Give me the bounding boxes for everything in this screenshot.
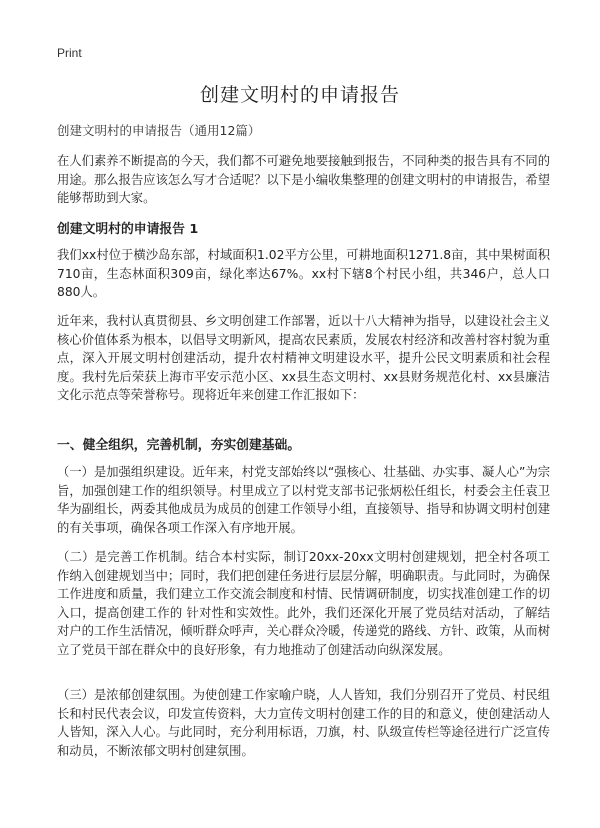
document-subtitle: 创建文明村的申请报告（通用12篇）	[57, 123, 261, 138]
paragraph-village-overview: 我们xx村位于横沙岛东部，村域面积1.02平方公里，可耕地面积1271.8亩，其中果树面积710亩，生态林面积309亩，绿化率达67%。xx村下辖8个村民小组，共346户，总人口880人。	[57, 248, 550, 300]
print-label: Print	[57, 46, 82, 60]
section-heading: 创建文明村的申请报告 1	[57, 222, 199, 237]
paragraph-organization: （一）是加强组织建设。近年来，村党支部始终以“强核心、壮基础、办实事、凝人心”为宗旨，加强创建工作的组织领导。村里成立了以村党支部书记张炳松任组长，村委会主任袁卫华为副组长，两委其他成员为成员的创建工作领导小组，直接领导、指导和协调文明村创建的有关事项，确保各项工作深入有序地开展。	[57, 465, 550, 535]
intro-paragraph: 在人们素养不断提高的今天，我们都不可避免地要接触到报告，不同种类的报告具有不同的用途。那么报告应该怎么写才合适呢？以下是小编收集整理的创建文明村的申请报告，希望能够帮助到大家。	[57, 154, 550, 206]
page-title: 创建文明村的申请报告	[199, 84, 400, 106]
paragraph-achievements: 近年来，我村认真贯彻县、乡文明创建工作部署，近以十八大精神为指导，以建设社会主义核心价值体系为根本，以倡导文明新风，提高农民素质，发展农村经济和改善村容村貌为重点，深入开展文明村创建活动，提升农村精神文明建设水平，提升公民文明素质和社会程度。我村先后荣获上海市平安示范小区、xx县生态文明村、xx县财务规范化村、xx县廉洁文化示范点等荣誉称号。现将近年来创建工作汇报如下：	[57, 314, 550, 403]
paragraph-mechanism: （二）是完善工作机制。结合本村实际，制订20xx-20xx文明村创建规划，把全村各项工作纳入创建规划当中；同时，我们把创建任务进行层层分解，明确职责。与此同时，为确保工作进度和质量，我们建立工作交流会制度和村情、民情调研制度，切实找准创建工作的切入口，提高创建工作的 针对性和实效性。此外，我们还深化开展了党员结对活动，了解结对户的工作生活情况，倾听群众呼声，关心群众冷暖，传递党的路线、方针、政策，从而树立了党员干部在群众中的良好形象，有力地推动了创建活动向纵深发展。	[57, 550, 550, 657]
paragraph-atmosphere: （三）是浓郁创建氛围。为使创建工作家喻户晓，人人皆知，我们分别召开了党员、村民组长和村民代表会议，印发宣传资料，大力宣传文明村创建工作的目的和意义，使创建活动人人皆知，深入人心。与此同时，充分利用标语，刀旗，村、队级宣传栏等途径进行广泛宣传和动员，不断浓郁文明村创建氛围。	[57, 688, 550, 758]
subsection-heading: 一、健全组织，完善机制，夯实创建基础。	[57, 438, 301, 453]
